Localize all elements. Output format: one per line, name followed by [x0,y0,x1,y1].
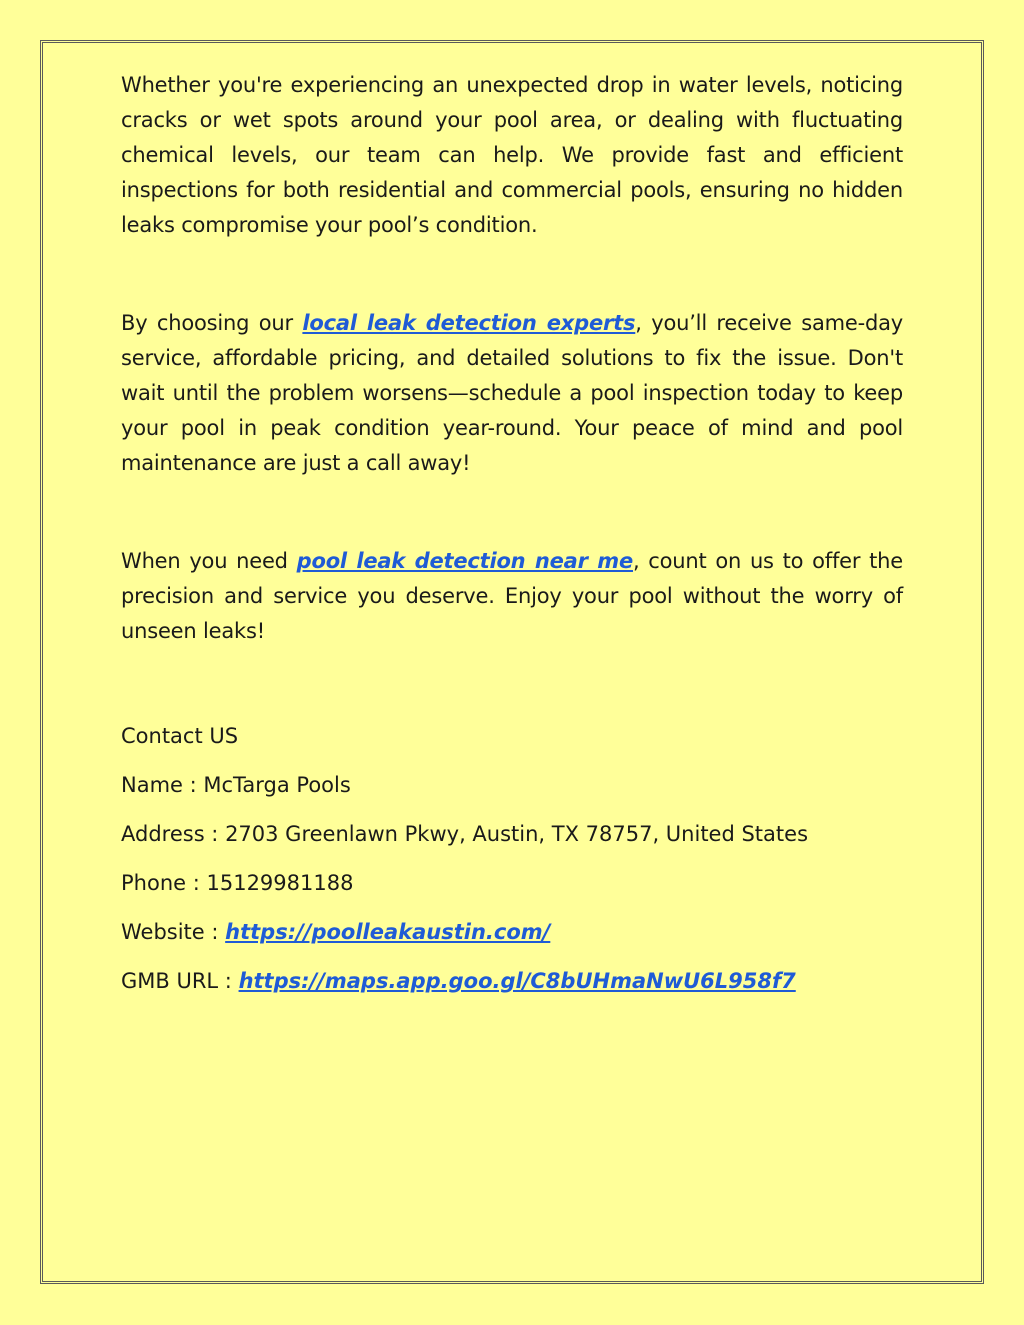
name-label: Name : [121,773,204,797]
experts-paragraph-lead: By choosing our [121,311,303,335]
near-me-paragraph-lead: When you need [121,549,297,573]
intro-paragraph: Whether you're experiencing an unexpected drop in water levels, noticing cracks or wet spots around your pool area, or dealing with fluctuating chemical levels, our team can help. We provide fast and efficient inspections for both residential and commercial pools, ensuring no hidden leaks compromise your pool’s condition. [121,73,903,237]
contact-heading: Contact US [121,724,239,748]
phone-label: Phone : [121,871,207,895]
contact-section [121,712,903,1006]
gmb-label: GMB URL : [121,969,239,993]
website-label: Website : [121,920,226,944]
contact-address [121,810,903,859]
website-link[interactable]: https://poolleakaustin.com/ [225,920,551,944]
near-me-paragraph-rest: , count on us to offer the precision and service you deserve. Enjoy your pool without the worry of unseen leaks! [121,549,903,643]
contact-website [121,908,903,957]
experts-paragraph-rest: , you’ll receive same-day service, affordable pricing, and detailed solutions to fix the issue. Don't wait until the problem worsens—schedule a pool inspection today to keep your pool in peak condition year-round. Your peace of mind and pool maintenance are just a call away! [121,311,904,475]
document-body [121,68,903,1006]
contact-gmb-url [121,957,903,1006]
name-value: McTarga Pools [203,773,351,797]
gmb-link[interactable]: https://maps.app.goo.gl/C8bUHmaNwU6L958f7 [238,969,796,993]
phone-value: 15129981188 [206,871,354,895]
contact-phone [121,859,903,908]
local-leak-detection-experts-link[interactable]: local leak detection experts [302,311,636,335]
near-me-paragraph [121,544,903,649]
pool-leak-detection-near-me-link[interactable]: pool leak detection near me [296,549,633,573]
contact-name [121,761,903,810]
address-value: 2703 Greenlawn Pkwy, Austin, TX 78757, United States [225,822,809,846]
address-label: Address : [121,822,226,846]
experts-paragraph [121,306,903,481]
